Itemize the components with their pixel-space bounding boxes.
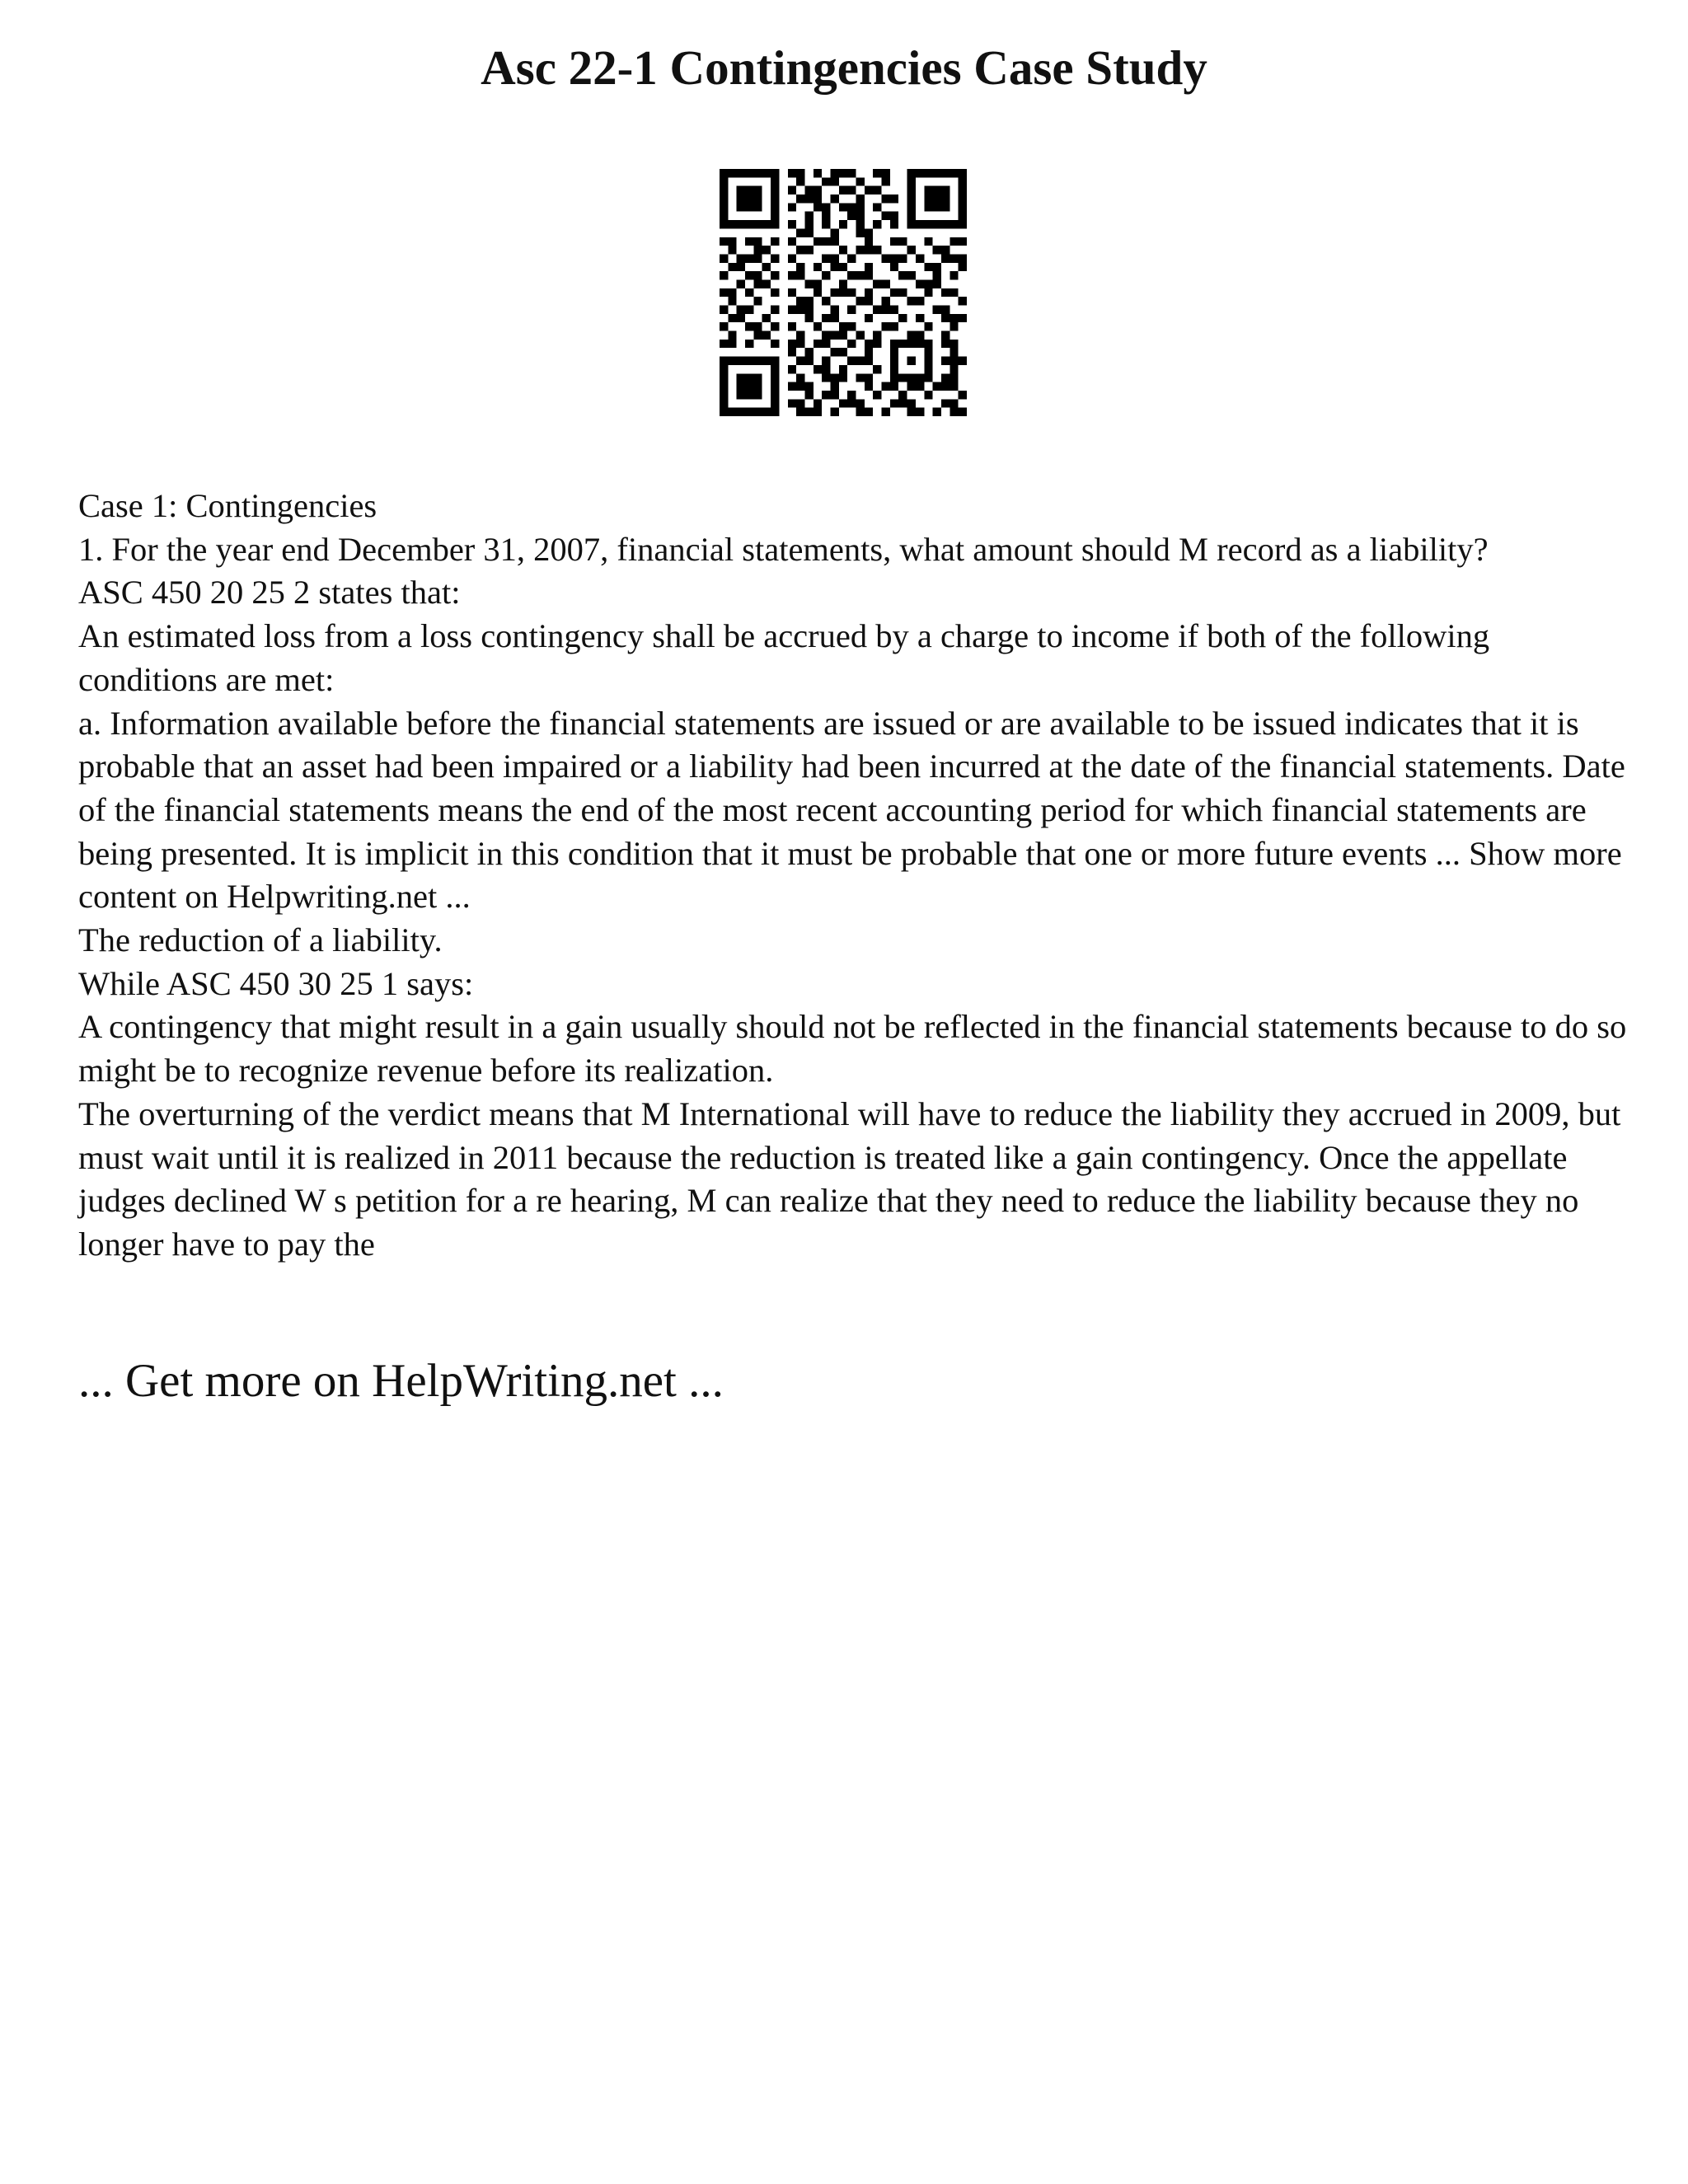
case-heading: Case 1: Contingencies [78,487,377,524]
get-more-link[interactable]: ... Get more on HelpWriting.net ... [78,1355,724,1407]
body-paragraph: The overturning of the verdict means that M International will have to reduce the liability they accrued in 2009, but must wait until it is realized in 2011 because the reduction is treated like a gain contingency. Once the appellate judges declined W s petition for a re hearing, M can realize that they need to reduce the liability because they no longer have to pay the [78,1094,1621,1263]
body-paragraph: The reduction of a liability. [78,921,443,959]
asc-quote: A contingency that might result in a gain usually should not be reflected in the financial statements because to do so might be to recognize revenue before its realization. [78,1008,1627,1090]
document-body [78,485,1628,1267]
asc-reference: While ASC 450 30 25 1 says: [78,964,474,1002]
page-title: Asc 22-1 Contingencies Case Study [481,40,1207,95]
condition-paragraph: a. Information available before the financial statements are issued or are available to be issued indicates that it is probable that an asset had been impaired or a liability had been incurred at the date of the financial statements. Date of the financial statements means the end of the most recent accounting period for which financial statements are being presented. It is implicit in this condition that it must be probable that one or more future events ... Show more content on Helpwriting.net ... [78,704,1625,916]
question-paragraph: 1. For the year end December 31, 2007, financial statements, what amount should M record as a liability? [78,530,1489,568]
asc-quote: An estimated loss from a loss contingency shall be accrued by a charge to income if both of the following conditions are met: [78,617,1490,698]
asc-reference: ASC 450 20 25 2 states that: [78,574,461,612]
qr-code-icon[interactable] [720,169,967,416]
